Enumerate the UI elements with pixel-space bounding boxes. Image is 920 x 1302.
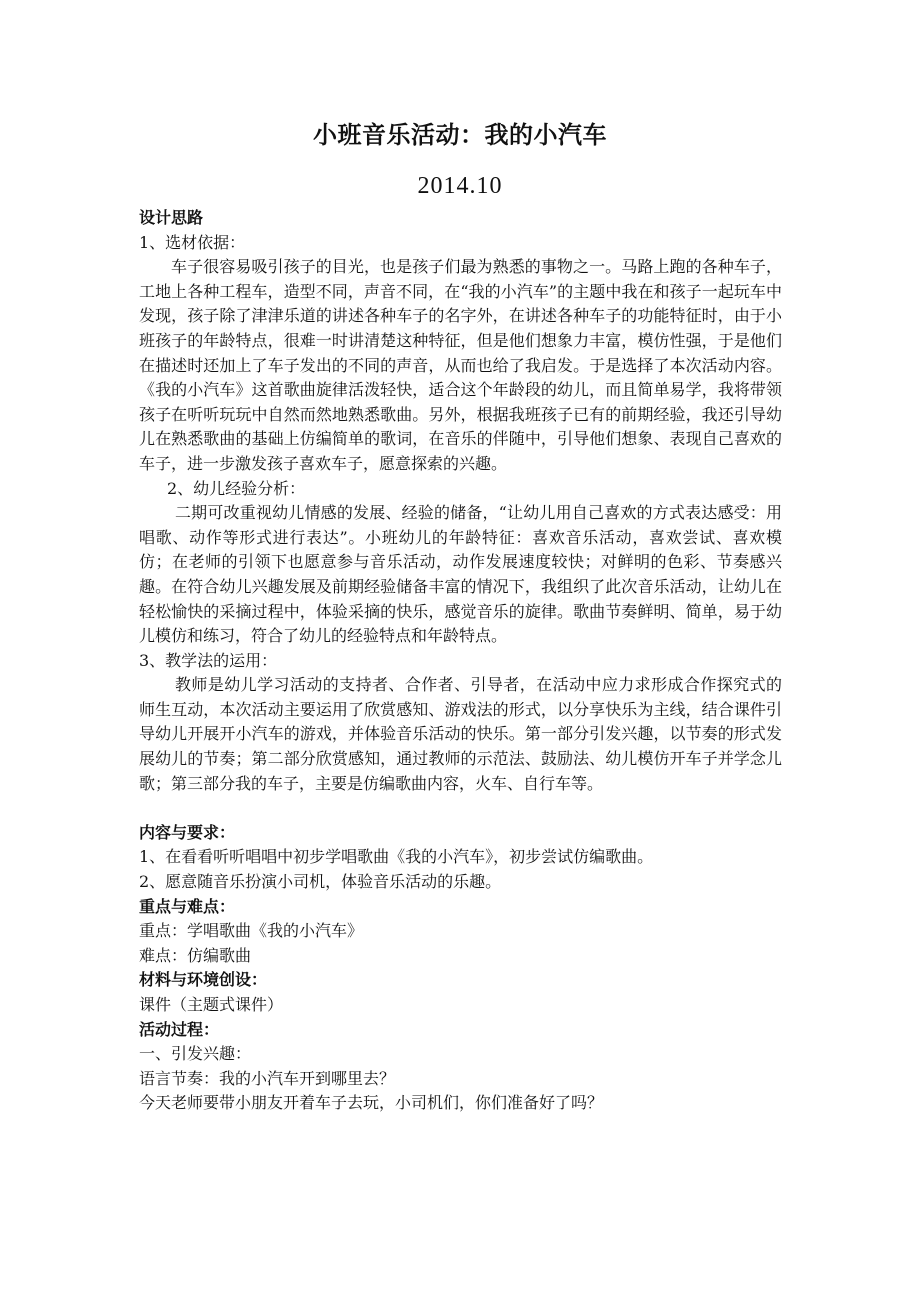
design-item2-label: 2、幼儿经验分析： (167, 478, 306, 498)
document-date: 2014.10 (417, 173, 503, 199)
process-line: 今天老师要带小朋友开着车子去玩，小司机们，你们准备好了吗？ (139, 1093, 604, 1113)
focus-heading: 重点与难点： (139, 896, 236, 916)
design-item3-paragraph: 教师是幼儿学习活动的支持者、合作者、引导者，在活动中应力求形成合作探究式的师生互动，本次活动主要运用了欣赏感知、游戏法的形式，以分享快乐为主线，结合课件引导幼儿开展开小汽车的游戏，并体验音乐活动的快乐。第一部分引发兴趣，以节奏的形式发展幼儿的节奏；第二部分欣赏感知，通过教师的示范法、鼓励法、幼儿模仿开车子并学念儿歌；第三部分我的车子，主要是仿编歌曲内容，火车、自行车等。 (139, 675, 782, 793)
focus-key-point: 重点：学唱歌曲《我的小汽车》 (139, 921, 364, 941)
design-item2-paragraph: 二期可改重视幼儿情感的发展、经验的储备，“让幼儿用自己喜欢的方式表达感受：用唱歌、动作等形式进行表达”。小班幼儿的年龄特征：喜欢音乐活动，喜欢尝试、喜欢模仿；在老师的引领下也愿意参与音乐活动，动作发展速度较快；对鲜明的色彩、节奏感兴趣。在符合幼儿兴趣发展及前期经验储备丰富的情况下，我组织了此次音乐活动，让幼儿在轻松愉快的采摘过程中，体验采摘的快乐，感觉音乐的旋律。歌曲节奏鲜明、简单，易于幼儿模仿和练习，符合了幼儿的经验特点和年龄特点。 (139, 503, 782, 646)
document-body (139, 206, 782, 1116)
focus-difficulty: 难点：仿编歌曲 (139, 945, 252, 965)
process-step-1: 一、引发兴趣： (139, 1044, 252, 1064)
document-title: 小班音乐活动：我的小汽车 (313, 121, 607, 149)
content-heading: 内容与要求： (139, 822, 236, 842)
design-heading: 设计思路 (139, 208, 204, 227)
materials-text: 课件（主题式课件） (139, 995, 284, 1014)
content-line-1: 1、在看看听听唱唱中初步学唱歌曲《我的小汽车》，初步尝试仿编歌曲。 (139, 847, 654, 867)
design-item3-label: 3、教学法的运用： (139, 650, 278, 670)
design-item1-paragraph: 车子很容易吸引孩子的目光，也是孩子们最为熟悉的事物之一。马路上跑的各种车子，工地上各种工程车，造型不同，声音不同，在“我的小汽车”的主题中我在和孩子一起玩车中发现，孩子除了津津乐道的讲述各种车子的名字外，在讲述各种车子的功能特征时，由于小班孩子的年龄特点，很难一时讲清楚这种特征，但是他们想象力丰富，模仿性强，于是他们在描述时还加上了车子发出的不同的声音，从而也给了我启发。于是选择了本次活动内容。《我的小汽车》这首歌曲旋律活泼轻快，适合这个年龄段的幼儿，而且简单易学，我将带领孩子在听听玩玩中自然而然地熟悉歌曲。另外，根据我班孩子已有的前期经验，我还引导幼儿在熟悉歌曲的基础上仿编简单的歌词，在音乐的伴随中，引导他们想象、表现自己喜欢的车子，进一步激发孩子喜欢车子，愿意探索的兴趣。 (139, 257, 782, 473)
process-heading: 活动过程： (139, 1019, 220, 1039)
section-spacer (139, 796, 782, 821)
content-line-2: 2、愿意随音乐扮演小司机，体验音乐活动的乐趣。 (139, 872, 502, 892)
materials-heading: 材料与环境创设： (139, 970, 268, 990)
process-rhythm: 语言节奏：我的小汽车开到哪里去？ (139, 1068, 396, 1088)
design-item1-label: 1、选材依据： (139, 232, 246, 252)
